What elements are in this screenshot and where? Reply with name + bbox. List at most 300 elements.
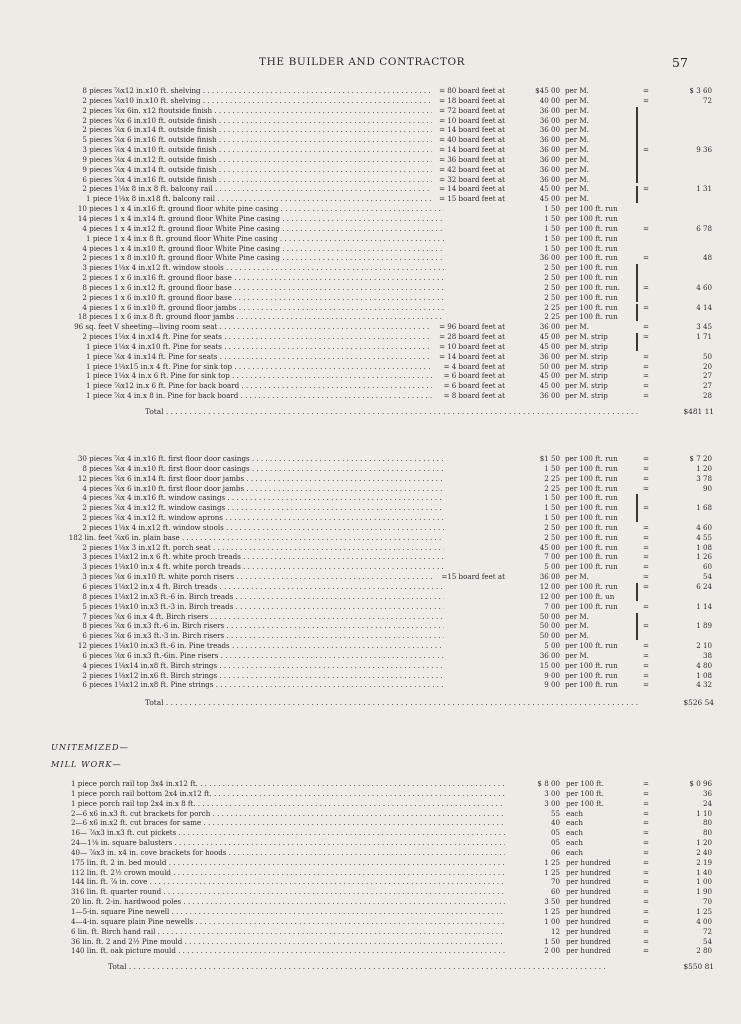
table-row	[0, 671, 741, 681]
row-rate: 1 50	[510, 234, 560, 244]
row-amount: 6 78	[696, 223, 712, 233]
row-count: 18 pieces	[77, 312, 112, 322]
row-description: ⅞x 6 in.x10 ft. first floor door jambs . . .	[114, 484, 444, 494]
row-amount: 1 08	[696, 542, 712, 552]
row-count: 3 pieces	[82, 552, 112, 562]
row-equals: =	[643, 391, 649, 401]
table-row	[0, 464, 741, 474]
row-unit: per 100 ft. run	[565, 312, 618, 322]
table-row	[0, 877, 741, 887]
table-row	[0, 342, 741, 352]
row-unit: per 100 ft. run	[565, 670, 618, 680]
row-rate: 1 50	[510, 244, 560, 254]
row-quantity: = 80 board feet at	[432, 86, 505, 96]
table-row	[0, 184, 741, 194]
row-description: ⅞x 6 in.x10 ft. outside finish . . .	[114, 116, 444, 126]
table-row	[0, 917, 741, 927]
table-row	[0, 454, 741, 464]
total-label: Total . . .	[108, 960, 608, 974]
row-count: 2 pieces	[82, 125, 112, 135]
row-amount: 72	[702, 95, 712, 105]
row-count: 6 pieces	[82, 174, 112, 184]
row-count: 7 pieces	[82, 611, 112, 621]
row-count: 96 sq. feet	[74, 322, 112, 332]
table-row	[0, 503, 741, 513]
row-count: 4 pieces	[82, 493, 112, 503]
table-row	[0, 253, 741, 263]
row-unit: each	[566, 847, 583, 857]
row-unit: per M.	[565, 145, 589, 155]
row-description: 1⅛x10 in.x3 ft.-6 in. Pine treads . . .	[114, 641, 444, 651]
row-unit: per hundred	[566, 877, 611, 887]
row-rate: 45 00	[510, 194, 560, 204]
total-amount: $481 11	[640, 405, 714, 419]
row-count: 1 piece	[86, 341, 112, 351]
row-description: V sheeting—living room seat . . .	[114, 322, 444, 332]
row-description: ⅞x 6 in.x 4 ft. Birch risers . . .	[114, 612, 444, 622]
row-amount: 24	[702, 798, 712, 808]
row-amount: 80	[702, 828, 712, 838]
row-description: ⅞x 6in. x12 ftoutside finish . . .	[114, 106, 444, 116]
row-equals: =	[643, 562, 649, 572]
row-count: 8 pieces	[82, 621, 112, 631]
table-row	[0, 234, 741, 244]
row-amount: 4 60	[696, 522, 712, 532]
row-rate: 36 00	[510, 322, 560, 332]
row-count: 2 pieces	[82, 522, 112, 532]
row-equals: =	[643, 522, 649, 532]
row-rate: 40 00	[510, 96, 560, 106]
row-equals: =	[643, 788, 649, 798]
table-row	[0, 145, 741, 155]
table-row	[0, 937, 741, 947]
row-rate: 7 00	[510, 602, 560, 612]
row-rate: 36 00	[510, 145, 560, 155]
row-description: 1⅛x10 in.x 4 ft. white porch treads . . .	[114, 562, 444, 572]
table-row	[0, 194, 741, 204]
row-unit: per M.	[565, 115, 589, 125]
row-count: 9 pieces	[82, 154, 112, 164]
row-description: ⅞x 6 in.x16 ft. outside finish . . .	[114, 135, 444, 145]
row-description: 1 x 4 in.x14 ft. ground floor White Pine casing . . .	[114, 214, 444, 224]
row-unit: per M.	[565, 650, 589, 660]
row-unit: per hundred	[566, 926, 611, 936]
table-row	[0, 651, 741, 661]
row-count: 182 lin. feet	[68, 532, 112, 542]
row-unit: per M. strip	[565, 381, 608, 391]
row-equals: =	[643, 779, 649, 788]
row-description: ⅞x6 in. plain base . . .	[114, 533, 444, 543]
row-description: ⅞x 6 in.x14 ft. outside finish . . .	[114, 125, 444, 135]
row-description: 1 x 4 in.x10 ft. ground floor White Pine casing . . .	[114, 244, 444, 254]
row-count: 6 pieces	[82, 631, 112, 641]
row-rate: 1 50	[510, 493, 560, 503]
row-count: 3 pieces	[82, 145, 112, 155]
row-unit: per M. strip	[565, 391, 608, 401]
row-rate: 36 00	[510, 253, 560, 263]
row-equals: =	[643, 542, 649, 552]
row-rate: 2 50	[510, 263, 560, 273]
row-rate: 36 00	[510, 125, 560, 135]
page-number: 57	[672, 55, 688, 70]
table-row	[0, 155, 741, 165]
row-quantity: = 14 board feet at	[432, 352, 505, 362]
table-row	[0, 631, 741, 641]
row-rate: 05	[505, 828, 560, 838]
row-unit: per 100 ft. run	[565, 483, 618, 493]
row-equals: =	[643, 371, 649, 381]
row-quantity: = 10 board feet at	[432, 116, 505, 126]
row-rate: 1 50	[510, 513, 560, 523]
row-rate: 45 00	[510, 543, 560, 553]
row-unit: per 100 ft. run	[565, 562, 618, 572]
row-description: ⅞x 4 in.x16 ft. first floor door casings . . .	[114, 454, 444, 464]
table-row	[0, 818, 741, 828]
row-description: ⅞x 6 in.x3 ft.-6 in. Birch risers . . .	[114, 621, 444, 631]
table-row	[0, 907, 741, 917]
row-quantity: = 40 board feet at	[432, 135, 505, 145]
group-brace	[636, 107, 638, 184]
table-row	[0, 371, 741, 381]
row-equals: =	[643, 361, 649, 371]
table-row	[0, 897, 741, 907]
row-unit: per M.	[565, 164, 589, 174]
group-brace	[636, 264, 638, 301]
row-unit: per M. strip	[565, 332, 608, 342]
row-rate: 2 50	[510, 273, 560, 283]
row-equals: =	[643, 818, 649, 828]
group-brace	[636, 186, 638, 204]
row-amount: 4 14	[696, 302, 712, 312]
table-row	[0, 484, 741, 494]
row-rate: 45 00	[510, 184, 560, 194]
row-unit: per M.	[565, 105, 589, 115]
row-rate: 2 25	[510, 303, 560, 313]
row-description: 1⅛x 4 in.x 6 ft. Pine for sink top . . .	[114, 371, 444, 381]
row-equals: =	[643, 381, 649, 391]
row-rate: 1 50	[510, 224, 560, 234]
row-count: 2 pieces	[82, 503, 112, 513]
row-rate: 1 50	[510, 214, 560, 224]
group-brace	[636, 613, 638, 641]
row-amount: 1 31	[696, 184, 712, 194]
row-amount: 80	[702, 818, 712, 828]
row-description: 1⅛x12 in.x6 ft. Birch strings . . .	[114, 671, 444, 681]
row-quantity: = 14 board feet at	[432, 145, 505, 155]
row-equals: =	[643, 302, 649, 312]
row-rate: 36 00	[510, 391, 560, 401]
table-row	[0, 779, 741, 789]
table-row	[0, 352, 741, 362]
row-count: 5 pieces	[82, 601, 112, 611]
materials-table-1	[0, 86, 741, 419]
row-count: 1 piece	[86, 391, 112, 401]
row-description: 1 piece porch rail top 2x4 in.x 8 ft. . . .	[71, 799, 511, 809]
row-amount: 1 26	[696, 552, 712, 562]
row-quantity: = 10 board feet at	[432, 342, 505, 352]
row-amount: 1 89	[696, 621, 712, 631]
row-count: 6 pieces	[82, 680, 112, 690]
row-description: 1⅛x10 in.x3 ft.-3 in. Birch treads . . .	[114, 602, 444, 612]
row-rate: 1 50	[505, 937, 560, 947]
row-description: 4—4-in. square plain Pine newells . . .	[71, 917, 511, 927]
row-equals: =	[643, 473, 649, 483]
row-unit: per M.	[565, 86, 589, 95]
row-count: 1 piece	[86, 371, 112, 381]
row-amount: 27	[702, 371, 712, 381]
row-unit: per 100 ft. run	[565, 493, 618, 503]
table-row	[0, 641, 741, 651]
table-row	[0, 543, 741, 553]
row-description: 1 x 6 in.x12 ft. ground floor base . . .	[114, 283, 444, 293]
row-unit: per M.	[565, 125, 589, 135]
row-equals: =	[643, 838, 649, 848]
table-row	[0, 592, 741, 602]
row-rate: 2 50	[510, 283, 560, 293]
row-unit: per 100 ft.	[566, 779, 604, 788]
row-equals: =	[643, 906, 649, 916]
row-unit: each	[566, 808, 583, 818]
row-unit: per M.	[565, 135, 589, 145]
row-unit: per hundred	[566, 936, 611, 946]
row-rate: 1 25	[505, 907, 560, 917]
table-row	[0, 263, 741, 273]
table-row	[0, 612, 741, 622]
table-row	[0, 391, 741, 401]
row-rate: 2 25	[510, 474, 560, 484]
row-description: 1 x 8 in.x10 ft. ground floor White Pine casing . . .	[114, 253, 444, 263]
table-row	[0, 927, 741, 937]
table-row	[0, 312, 741, 322]
row-unit: per 100 ft. run	[565, 463, 618, 473]
row-rate: 15 00	[510, 661, 560, 671]
table-row	[0, 283, 741, 293]
row-unit: per M. strip	[565, 371, 608, 381]
row-rate: 36 00	[510, 135, 560, 145]
row-amount: 1 14	[696, 601, 712, 611]
table-row	[0, 332, 741, 342]
row-amount: $ 3 60	[689, 86, 712, 95]
row-description: 1 x 4 in.x16 ft. ground floor white pine casing . . .	[114, 204, 444, 214]
row-rate: 36 00	[510, 155, 560, 165]
row-description: ⅞x 4 in.x12 ft. window casings . . .	[114, 503, 444, 513]
table-row	[0, 303, 741, 313]
row-rate: 36 00	[510, 352, 560, 362]
row-count: 8 pieces	[82, 86, 112, 95]
row-quantity: = 36 board feet at	[432, 155, 505, 165]
row-rate: 2 50	[510, 533, 560, 543]
row-equals: =	[643, 641, 649, 651]
table-row	[0, 125, 741, 135]
row-equals: =	[643, 877, 649, 887]
row-amount: 3 45	[696, 322, 712, 332]
row-unit: per M.	[565, 572, 589, 582]
row-quantity: = 18 board feet at	[432, 96, 505, 106]
row-description: 1⅛x14 in.x8 ft. Birch strings . . .	[114, 661, 444, 671]
row-description: 1 x 6 in.x16 ft. ground floor base . . .	[114, 273, 444, 283]
row-unit: per hundred	[566, 897, 611, 907]
row-description: ⅞x12 in.x10 ft. shelving . . .	[114, 86, 444, 96]
table-row	[0, 135, 741, 145]
row-amount: 36	[702, 788, 712, 798]
row-equals: =	[643, 282, 649, 292]
row-unit: each	[566, 818, 583, 828]
row-description: 1⅛x12 in.x 6 ft. white proch treads . . .	[114, 552, 444, 562]
total-amount: $550 81	[640, 960, 714, 974]
row-equals: =	[643, 926, 649, 936]
table-row	[0, 513, 741, 523]
row-rate: 50 00	[510, 612, 560, 622]
table-row	[0, 523, 741, 533]
row-description: ⅞x 4 in.x 8 in. Pine for back board . . .	[114, 391, 444, 401]
row-unit: per M.	[565, 631, 589, 641]
row-rate: 36 00	[510, 106, 560, 116]
table-row	[0, 946, 741, 956]
row-description: ⅞x 4 in.x16 ft. outside finish . . .	[114, 175, 444, 185]
row-rate: 2 25	[510, 484, 560, 494]
table-row	[0, 86, 741, 96]
row-count: 10 pieces	[77, 204, 112, 214]
row-description: 112 lin. ft. 2½ crown mould . . .	[71, 868, 511, 878]
row-equals: =	[643, 463, 649, 473]
row-quantity: = 8 board feet at	[432, 391, 505, 401]
table-row	[0, 809, 741, 819]
row-count: 2 pieces	[82, 513, 112, 523]
row-rate: 40	[505, 818, 560, 828]
row-unit: per M.	[565, 621, 589, 631]
row-description: 1⅛x12 in.x8 ft. Pine strings . . .	[114, 680, 444, 690]
row-count: 5 pieces	[82, 135, 112, 145]
row-equals: =	[643, 86, 649, 95]
row-unit: per hundred	[566, 857, 611, 867]
table-row	[0, 868, 741, 878]
row-unit: per 100 ft. run	[565, 513, 618, 523]
row-count: 2 pieces	[82, 670, 112, 680]
row-equals: =	[643, 552, 649, 562]
table-row	[0, 474, 741, 484]
row-equals: =	[643, 253, 649, 263]
row-unit: per 100 ft. run	[565, 263, 618, 273]
table-row	[0, 224, 741, 234]
row-rate: 36 00	[510, 175, 560, 185]
group-brace	[636, 494, 638, 522]
row-equals: =	[643, 184, 649, 194]
row-description: ⅞x 4 in.x10 ft. first floor door casings . . .	[114, 464, 444, 474]
row-unit: per 100 ft. run	[565, 680, 618, 690]
row-description: ⅞x 4 in.x14 ft. Pine for seats . . .	[114, 352, 444, 362]
row-count: 4 pieces	[82, 483, 112, 493]
total-label: Total . . .	[145, 696, 645, 710]
row-amount: 2 10	[696, 641, 712, 651]
row-quantity: = 6 board feet at	[432, 381, 505, 391]
row-amount: 3 78	[696, 473, 712, 483]
row-rate: 9 00	[510, 671, 560, 681]
row-amount: 2 19	[696, 857, 712, 867]
row-description: 1⅛x12 in.x 4 ft. Birch treads . . .	[114, 582, 444, 592]
row-description: ⅞x 6 in.x3 ft.-6in. Pine risers . . .	[114, 651, 444, 661]
row-equals: =	[643, 916, 649, 926]
row-amount: 2 40	[696, 847, 712, 857]
row-description: 1⅛x12 in.x3 ft.-6 in. Birch treads . . .	[114, 592, 444, 602]
row-rate: 3 50	[505, 897, 560, 907]
row-amount: 1 25	[696, 906, 712, 916]
row-description: 1⅛x 4 in.x12 ft. window stools . . .	[114, 263, 444, 273]
table-row	[0, 661, 741, 671]
row-count: 4 pieces	[82, 223, 112, 233]
row-rate: 3 00	[505, 799, 560, 809]
row-count: 8 pieces	[82, 591, 112, 601]
table-row	[0, 887, 741, 897]
row-rate: 3 00	[505, 789, 560, 799]
row-rate: 2 50	[510, 523, 560, 533]
row-rate: 2 25	[510, 312, 560, 322]
table-row	[0, 116, 741, 126]
row-description: ⅞x 6 in.x10 ft. white porch risers . . .	[114, 572, 444, 582]
table-row	[0, 165, 741, 175]
row-description: 316 lin. ft. quarter round . . .	[71, 887, 511, 897]
row-unit: each	[566, 828, 583, 838]
row-count: 2 pieces	[82, 292, 112, 302]
table-row	[0, 828, 741, 838]
table-row	[0, 214, 741, 224]
row-description: ⅞x 4 in.x14 ft. outside finish . . .	[114, 165, 444, 175]
row-description: 1⅛x15 in.x 4 ft. Pine for sink top . . .	[114, 362, 444, 372]
row-rate: 1 50	[510, 464, 560, 474]
row-unit: per 100 ft. run	[565, 243, 618, 253]
row-description: 40— ⅞x3 in. x4 in. cove brackets for hoods . . .	[71, 848, 511, 858]
row-rate: 12 00	[510, 582, 560, 592]
table-row	[0, 838, 741, 848]
row-equals: =	[643, 828, 649, 838]
row-amount: 1 68	[696, 503, 712, 513]
millwork-table	[0, 779, 741, 974]
row-equals: =	[643, 680, 649, 690]
row-unit: per M. strip	[565, 351, 608, 361]
row-amount: 4 55	[696, 532, 712, 542]
row-equals: =	[643, 660, 649, 670]
row-equals: =	[643, 483, 649, 493]
total-row	[0, 405, 741, 419]
row-description: 1⅛x 4 in.x14 ft. Pine for seats . . .	[114, 332, 444, 342]
table-row	[0, 680, 741, 690]
row-equals: =	[643, 145, 649, 155]
row-rate: $ 8 00	[505, 779, 560, 789]
millwork-heading: MILL WORK—	[51, 759, 122, 769]
table-row	[0, 799, 741, 809]
table-row	[0, 533, 741, 543]
row-rate: 45 00	[510, 332, 560, 342]
row-rate: 05	[505, 838, 560, 848]
row-count: 2 pieces	[82, 184, 112, 194]
row-description: 175 lin. ft. 2 in. bed mould . . .	[71, 858, 511, 868]
row-count: 1 piece	[86, 233, 112, 243]
table-row	[0, 572, 741, 582]
row-equals: =	[643, 581, 649, 591]
table-row	[0, 493, 741, 503]
row-unit: per 100 ft. run	[565, 532, 618, 542]
row-count: 1 piece	[86, 351, 112, 361]
total-amount: $526 54	[640, 696, 714, 710]
unitemized-heading: UNITEMIZED—	[51, 742, 129, 752]
row-description: 1⅛x 8 in.x 8 ft. balcony rail . . .	[114, 184, 444, 194]
row-description: 1⅛x 3 in.x12 ft. porch seat . . .	[114, 543, 444, 553]
row-count: 2 pieces	[82, 95, 112, 105]
row-rate: 60	[505, 887, 560, 897]
row-count: 9 pieces	[82, 164, 112, 174]
row-equals: =	[643, 322, 649, 332]
row-unit: per M. strip	[565, 361, 608, 371]
row-count: 1 piece	[86, 361, 112, 371]
